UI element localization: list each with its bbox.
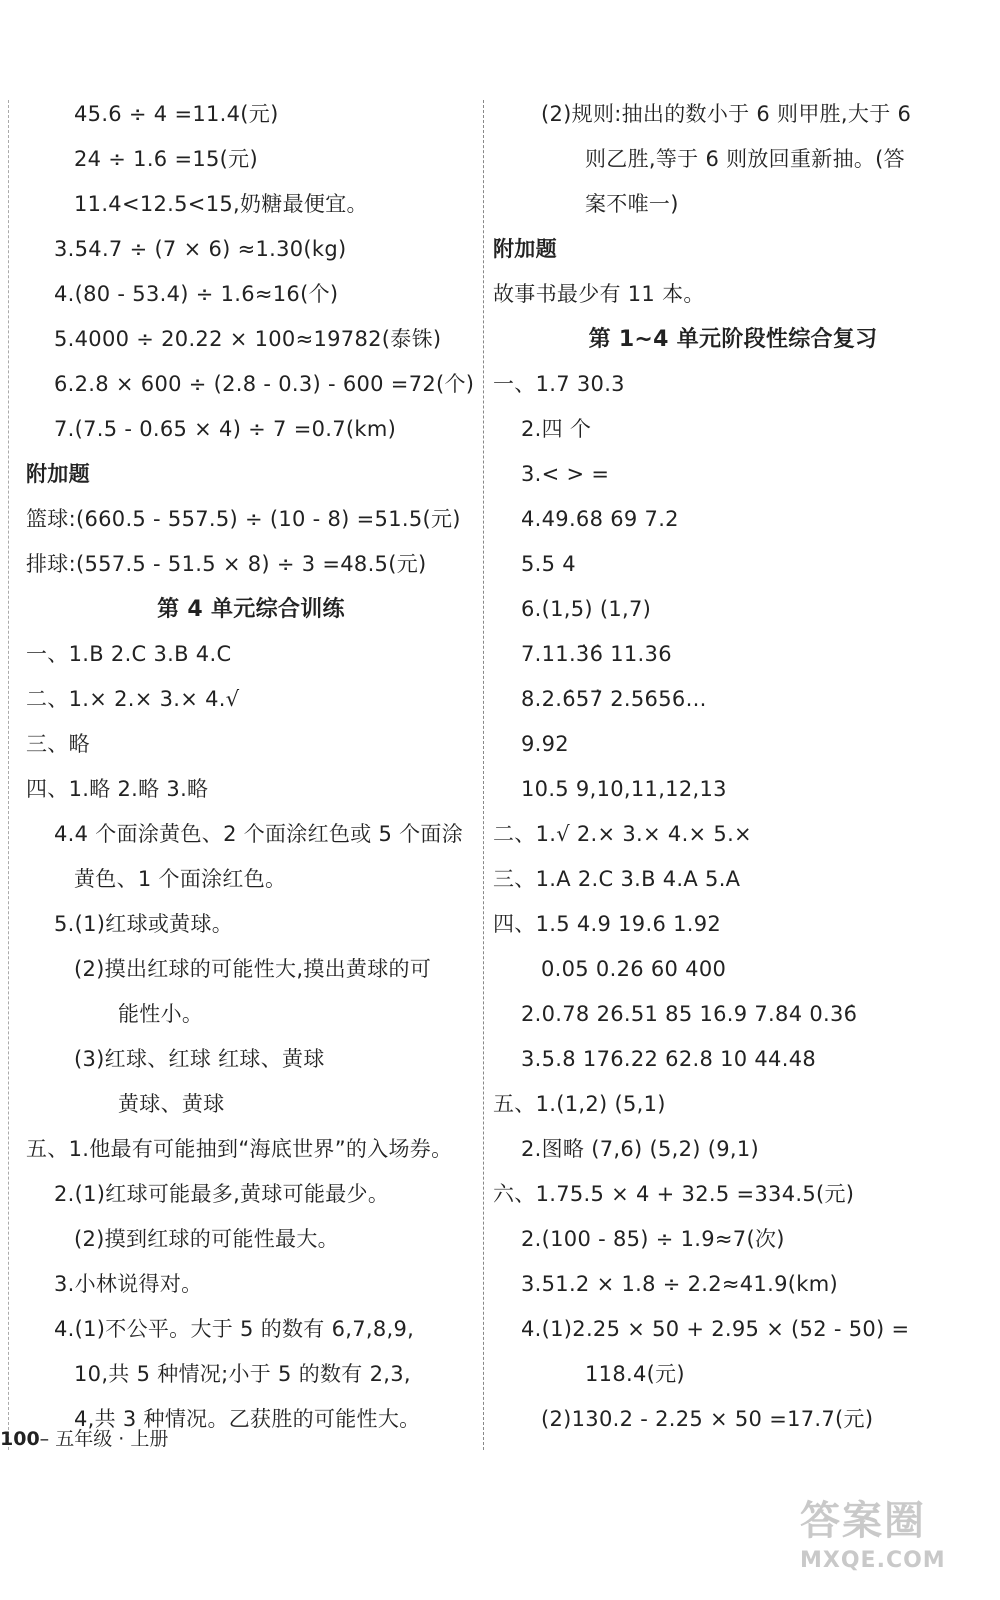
answer-line: 六、1.75.5 × 4 + 32.5 =334.5(元) (493, 1182, 855, 1206)
answer-line: 3.51.2 × 1.8 ÷ 2.2≈41.9(km) (521, 1272, 838, 1296)
answer-line: 排球:(557.5 - 51.5 × 8) ÷ 3 =48.5(元) (26, 552, 427, 576)
grade-label: 五年级 · 上册 (55, 1428, 169, 1450)
section-title: 第 1~4 单元阶段性综合复习 (588, 327, 878, 352)
answer-line: (2)130.2 - 2.25 × 50 =17.7(元) (541, 1407, 874, 1431)
answer-line: (2)规则:抽出的数小于 6 则甲胜,大于 6 (541, 102, 912, 126)
footer-dash: – (39, 1428, 50, 1450)
answer-line: 二、1.√ 2.× 3.× 4.× 5.× (493, 822, 752, 846)
answer-line: 3.< > = (521, 462, 610, 486)
answer-line: 4,共 3 种情况。乙获胜的可能性大。 (74, 1407, 421, 1431)
answer-line: 黄色、1 个面涂红色。 (74, 867, 287, 891)
answer-line: 四、1.略 2.略 3.略 (26, 777, 209, 801)
section-title: 第 4 单元综合训练 (157, 597, 345, 622)
answer-line: 5.4000 ÷ 20.22 × 100≈19782(泰铢) (54, 327, 442, 351)
answer-line: 10,共 5 种情况;小于 5 的数有 2,3, (74, 1362, 411, 1386)
answer-line: 案不唯一) (585, 192, 679, 216)
answer-line: 二、1.× 2.× 3.× 4.√ (26, 687, 240, 711)
answer-line: 0.05 0.26 60 400 (541, 957, 727, 981)
watermark-logo (800, 1496, 980, 1592)
right-column (493, 92, 973, 1442)
answer-line: 4.4 个面涂黄色、2 个面涂红色或 5 个面涂 (54, 822, 464, 846)
answer-line: 故事书最少有 11 本。 (493, 282, 705, 306)
answer-line: 7.11.3̇6̇ 11.36 (521, 642, 672, 666)
binding-edge-line (8, 100, 9, 1450)
answer-line: 7.(7.5 - 0.65 × 4) ÷ 7 =0.7(km) (54, 417, 397, 441)
answer-line: 五、1.他最有可能抽到“海底世界”的入场券。 (26, 1137, 453, 1161)
section-heading: 附加题 (493, 237, 557, 261)
answer-line: 6.2.8 × 600 ÷ (2.8 - 0.3) - 600 =72(个) (54, 372, 475, 396)
watermark-text: 答案圈 (800, 1498, 926, 1544)
answer-line: 5.(1)红球或黄球。 (54, 912, 234, 936)
answer-line: 10.5 9,10,11,12,13 (521, 777, 727, 801)
answer-line: 4.(80 - 53.4) ÷ 1.6≈16(个) (54, 282, 339, 306)
answer-line: 2.(1)红球可能最多,黄球可能最少。 (54, 1182, 390, 1206)
answer-line: 黄球、黄球 (118, 1092, 225, 1116)
answer-line: 三、1.A 2.C 3.B 4.A 5.A (493, 867, 741, 891)
answer-line: 3.5.8 176.22 62.8 10 44.48 (521, 1047, 817, 1071)
answer-line: 则乙胜,等于 6 则放回重新抽。(答 (585, 147, 905, 171)
answer-line: (2)摸出红球的可能性大,摸出黄球的可 (74, 957, 432, 981)
section-heading: 附加题 (26, 462, 90, 486)
answer-line: 2.四 个 (521, 417, 592, 441)
answer-line: 8.2.6̇57̇ 2.5656… (521, 687, 707, 711)
watermark-url: MXQE.COM (800, 1548, 946, 1573)
answer-line: (2)摸到红球的可能性最大。 (74, 1227, 339, 1251)
answer-line: 4.(1)2.25 × 50 + 2.95 × (52 - 50) = (521, 1317, 910, 1341)
answer-line: 五、1.(1,2) (5,1) (493, 1092, 666, 1116)
answer-line: 4.(1)不公平。大于 5 的数有 6,7,8,9, (54, 1317, 415, 1341)
page-number: 100 (0, 1428, 40, 1450)
answer-line: 2.0.78 26.51 85 16.9 7.84 0.36̇ (521, 1002, 858, 1026)
answer-line: 24 ÷ 1.6 =15(元) (74, 147, 258, 171)
answer-line: 2.(100 - 85) ÷ 1.9≈7(次) (521, 1227, 785, 1251)
answer-line: 篮球:(660.5 - 557.5) ÷ (10 - 8) =51.5(元) (26, 507, 461, 531)
answer-line: 6.(1,5) (1,7) (521, 597, 652, 621)
answer-line: 2.图略 (7,6) (5,2) (9,1) (521, 1137, 760, 1161)
answer-line: 3.小林说得对。 (54, 1272, 203, 1296)
answer-line: 5.5 4 (521, 552, 576, 576)
answer-line: 能性小。 (118, 1002, 204, 1026)
answer-line: (3)红球、红球 红球、黄球 (74, 1047, 325, 1071)
answer-line: 45.6 ÷ 4 =11.4(元) (74, 102, 279, 126)
answer-line: 3.54.7 ÷ (7 × 6) ≈1.30(kg) (54, 237, 347, 261)
answer-line: 11.4<12.5<15,奶糖最便宜。 (74, 192, 368, 216)
answer-line: 三、略 (26, 732, 90, 756)
column-divider (483, 100, 484, 1450)
answer-line: 9.92 (521, 732, 569, 756)
left-column (26, 92, 476, 1442)
answer-line: 一、1.7 30.3 (493, 372, 625, 396)
answer-line: 118.4(元) (585, 1362, 685, 1386)
page-footer (0, 1424, 168, 1454)
answer-line: 四、1.5 4.9 19.6 1.92 (493, 912, 722, 936)
answer-line: 4.49.68 69 7.2 (521, 507, 679, 531)
answer-line: 一、1.B 2.C 3.B 4.C (26, 642, 232, 666)
